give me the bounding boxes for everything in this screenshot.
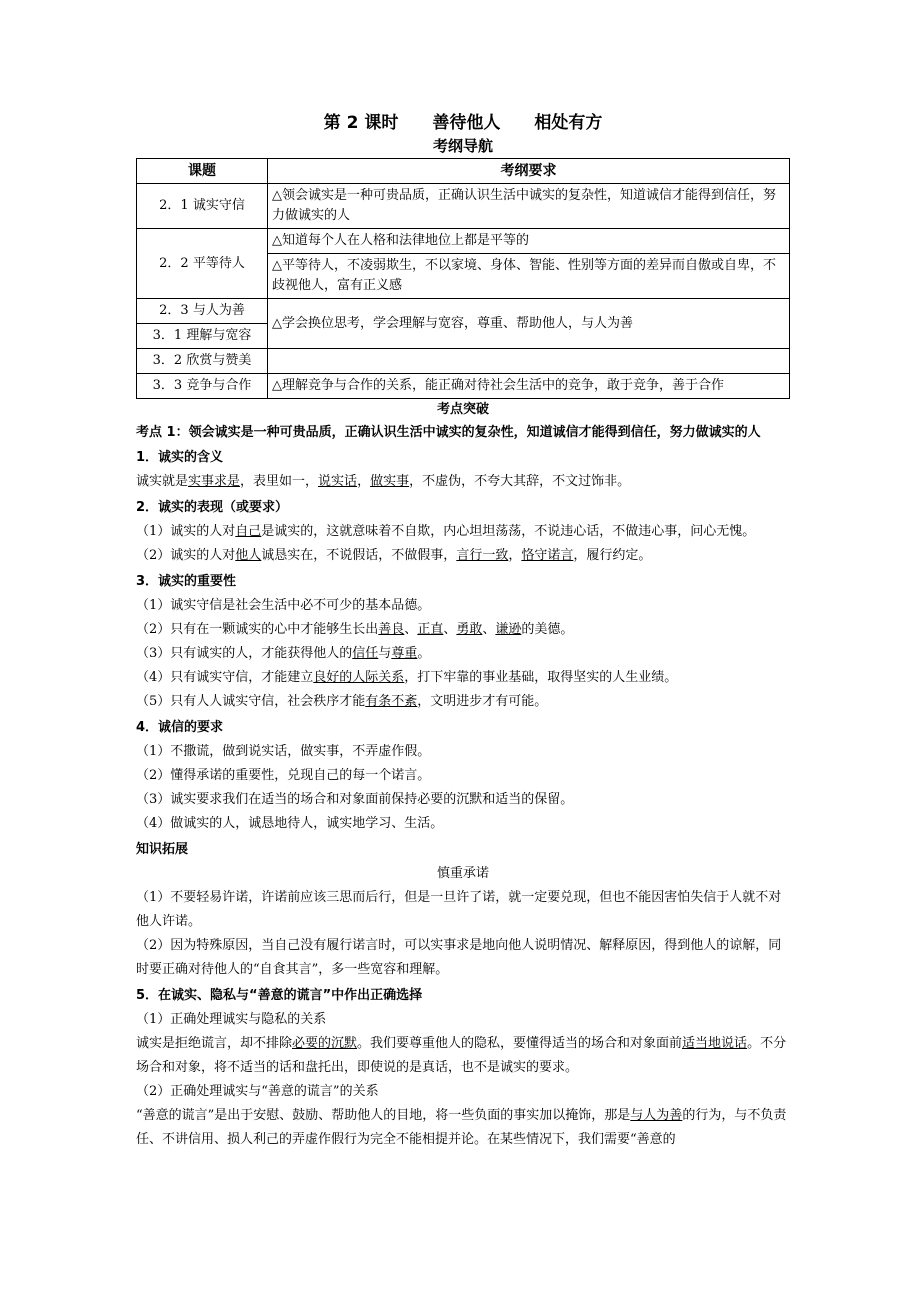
key-term: 信任 [352,646,379,661]
breakthrough-heading: 考点突破 [436,402,489,417]
paragraph: 诚实是拒绝谎言，却不排除必要的沉默。我们要尊重他人的隐私，要懂得适当的场合和对象面前适当地说话。不分场合和对象，将不适当的话和盘托出，即使说的是真话，也不是诚实的要求。 [136,1036,787,1075]
key-term: 他人 [235,548,262,563]
list-item: （3）诚实要求我们在适当的场合和对象面前保持必要的沉默和适当的保留。 [136,792,574,807]
list-item: （1）诚实守信是社会生活中必不可少的基本品德。 [136,598,431,613]
topic-cell: 3．3 竞争与合作 [137,374,268,399]
table-row [137,349,790,374]
list-item: （4）做诚实的人，诚恳地待人，诚实地学习、生活。 [136,816,444,831]
paragraph: “善意的谎言”是出于安慰、鼓励、帮助他人的目地，将一些负面的事实加以掩饰，那是与人为善的行为，与不负责任、不讲信用、损人利己的弄虚作假行为完全不能相提并论。在某些情况下，我们需要“善意的 [136,1108,787,1147]
sub-heading: （2）正确处理诚实与“善意的谎言”的关系 [136,1084,379,1099]
list-item: （2）因为特殊原因，当自己没有履行诺言时，可以实事求是地向他人说明情况、解释原因，得到他人的谅解，同时要正确对待他人的“自食其言”，多一些宽容和理解。 [136,938,782,977]
list-item: （1）不要轻易许诺，许诺前应该三思而后行，但是一旦许了诺，就一定要兑现，但也不能因害怕失信于人就不对他人许诺。 [136,890,782,929]
document-page [136,112,790,1152]
key-term: 正直 [417,622,444,637]
topic-cell: 3．2 欣赏与赞美 [137,349,268,374]
table-header-row [137,159,790,184]
topic-cell: 2．2 平等待人 [137,229,268,299]
key-term: 言行一致 [456,548,509,563]
topic-cell: 2．3 与人为善 [137,299,268,324]
topic-cell: 3．1 理解与宽容 [137,324,268,349]
list-item: （1）诚实的人对自己是诚实的，这就意味着不自欺，内心坦坦荡荡，不说违心话，不做违心事，问心无愧。 [136,524,756,539]
column-header-requirement: 考纲要求 [268,159,790,184]
key-term: 勇敢 [456,622,483,637]
extension-title: 慎重承诺 [436,866,489,881]
key-term: 良好的人际关系 [313,670,405,685]
key-term: 做实事 [370,474,410,489]
key-term: 必要的沉默 [292,1036,358,1051]
syllabus-table [136,158,790,399]
table-row [137,299,790,324]
requirement-cell: △领会诚实是一种可贵品质，正确认识生活中诚实的复杂性，知道诚信才能得到信任，努力做诚实的人 [268,184,790,229]
page-title: 第 2 课时 善待他人 相处有方 [323,113,603,133]
list-item: （3）只有诚实的人，才能获得他人的信任与尊重。 [136,646,431,661]
section-heading: 1．诚实的含义 [136,450,224,465]
list-item: （4）只有诚实守信，才能建立良好的人际关系，打下牢靠的事业基础，取得坚实的人生业绩。 [136,670,678,685]
table-row [137,229,790,254]
list-item: （2）诚实的人对他人诚恳实在，不说假话，不做假事，言行一致，恪守诺言，履行约定。 [136,548,652,563]
paragraph: 诚实就是实事求是，表里如一，说实话，做实事，不虚伪，不夸大其辞，不文过饰非。 [136,474,631,489]
requirement-cell: △知道每个人在人格和法律地位上都是平等的 [268,229,790,254]
key-term: 善良 [378,622,405,637]
key-term: 有条不紊 [365,694,418,709]
key-term: 说实话 [318,474,358,489]
requirement-cell [268,349,790,374]
section-heading: 2．诚实的表现（或要求） [136,500,289,515]
section-heading: 知识拓展 [136,842,189,857]
list-item: （2）只有在一颗诚实的心中才能够生长出善良、正直、勇敢、谦逊的美德。 [136,622,574,637]
key-term: 适当地说话 [682,1036,748,1051]
section-heading: 5．在诚实、隐私与“善意的谎言”中作出正确选择 [136,988,423,1003]
outline-heading: 考纲导航 [432,137,493,155]
section-heading: 3．诚实的重要性 [136,574,237,589]
requirement-cell: △学会换位思考，学会理解与宽容，尊重、帮助他人，与人为善 [268,299,790,349]
section-heading: 4．诚信的要求 [136,720,224,735]
table-row [137,374,790,399]
topic-cell: 2．1 诚实守信 [137,184,268,229]
sub-heading: （1）正确处理诚实与隐私的关系 [136,1012,327,1027]
key-point-heading: 考点 1：领会诚实是一种可贵品质，正确认识生活中诚实的复杂性，知道诚信才能得到信任，努力做诚实的人 [136,425,761,440]
key-term: 实事求是 [188,474,241,489]
list-item: （1）不撒谎，做到说实话，做实事，不弄虚作假。 [136,744,431,759]
table-row [137,184,790,229]
key-term: 谦逊 [495,622,522,637]
requirement-cell: △平等待人，不凌弱欺生，不以家境、身体、智能、性别等方面的差异而自傲或自卑，不歧视他人，富有正义感 [268,254,790,299]
list-item: （5）只有人人诚实守信，社会秩序才能有条不紊，文明进步才有可能。 [136,694,548,709]
list-item: （2）懂得承诺的重要性，兑现自己的每一个诺言。 [136,768,431,783]
key-term: 自己 [235,524,262,539]
key-term: 恪守诺言 [521,548,574,563]
key-term: 与人为善 [630,1108,683,1123]
key-term: 尊重 [391,646,418,661]
requirement-cell: △理解竞争与合作的关系，能正确对待社会生活中的竞争，敢于竞争，善于合作 [268,374,790,399]
column-header-topic: 课题 [137,159,268,184]
